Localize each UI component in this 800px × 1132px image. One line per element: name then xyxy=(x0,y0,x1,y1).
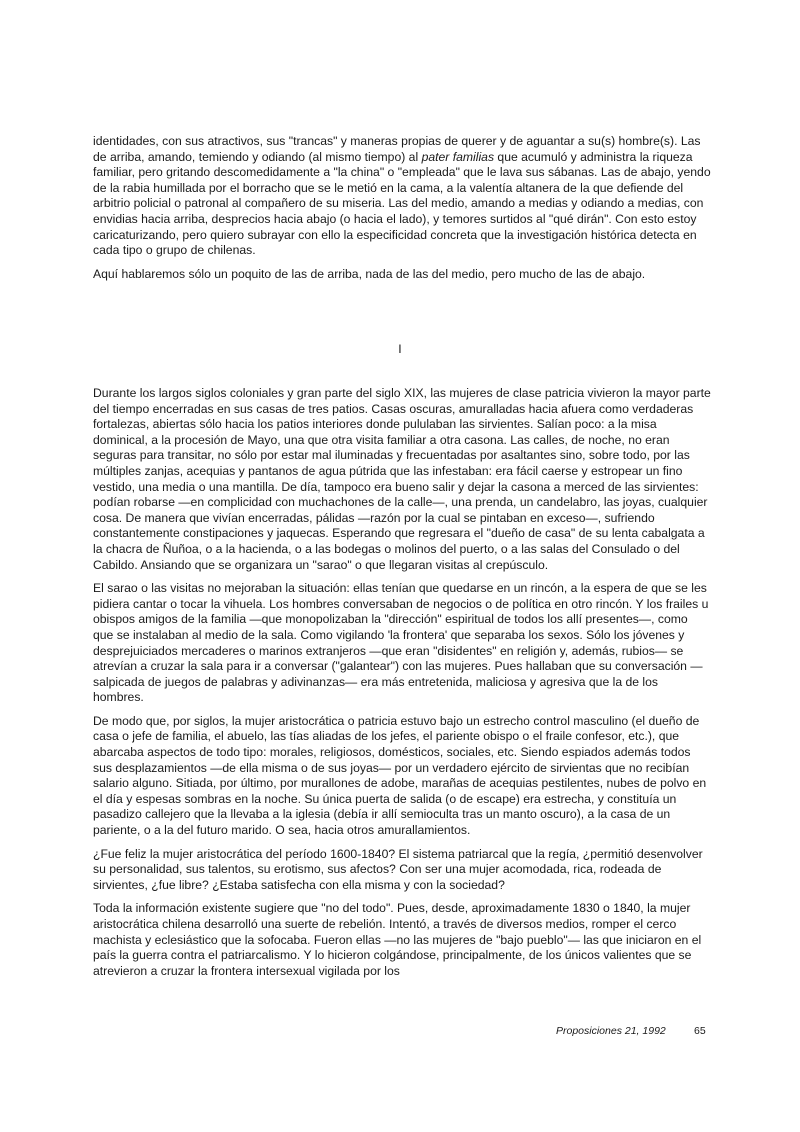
paragraph-body-4: ¿Fue feliz la mujer aristocrática del período 1600-1840? El sistema patriarcal que la regía, ¿permitió desenvolver su personalidad, sus talentos, su erotismo, sus afectos? Con ser una mujer acomodada, rica, rodeada de sirvientes, ¿fue libre? ¿Estaba satisfecha con ella misma y con la sociedad? xyxy=(93,846,703,892)
paragraph-intro-1 xyxy=(93,134,711,259)
journal-citation: Proposiciones 21, 1992 xyxy=(556,1025,666,1037)
section-heading: I xyxy=(398,342,402,356)
page-number: 65 xyxy=(694,1025,706,1037)
italic-term: pater familias xyxy=(421,149,495,164)
paragraph-intro-2: Aquí hablaremos sólo un poquito de las de arriba, nada de las del medio, pero mucho de las de abajo. xyxy=(93,266,646,281)
body-text-block xyxy=(93,386,711,979)
paragraph-body-1: Durante los largos siglos coloniales y gran parte del siglo XIX, las mujeres de clase patricia vivieron la mayor parte del tiempo encerradas en sus casas de tres patios. Casas oscuras, amuralladas hacia afuera como verdaderas fortalezas, abiertas sólo hacia los patios interiores donde pululaban las sirvientes. Salían poco: a la misa dominical, a la procesión de Mayo, una que otra visita familiar a otra casona. Las calles, de noche, no eran seguras para transitar, no sólo por estar mal iluminadas y frecuentadas por asaltantes sino, sobre todo, por las múltiples zanjas, acequias y pantanos de agua pútrida que las infestaban: era fácil caerse y estropear un fino vestido, una media o una mantilla. De día, tampoco era bueno salir y dejar la casona a merced de las sirvientes: podían robarse —en complicidad con muchachones de la calle—, una prenda, un candelabro, las joyas, cualquier cosa. De manera que vivían encerradas, pálidas —razón por la cual se pintaban en exceso—, sufriendo constantemente constipaciones y jaquecas. Esperando que regresara el "dueño de casa" de su lenta cabalgata a la chacra de Ñuñoa, o a la hacienda, o a las bodegas o molinos del puerto, o a las salas del Consulado o del Cabildo. Ansiando que se organizara un "sarao" o que llegaran visitas al crepúsculo. xyxy=(93,386,711,572)
intro-text-block xyxy=(93,134,711,282)
paragraph-intro-1-start: identidades, con sus atractivos, sus "trancas" y maneras propias de querer y de aguantar a su(s) hombre(s). Las de arriba, amando, temiendo y odiando (al mismo tiempo) al xyxy=(93,134,701,164)
paragraph-body-5: Toda la información existente sugiere que "no del todo". Pues, desde, aproximadamente 1830 o 1840, la mujer aristocrática chilena desarrolló una suerte de rebelión. Intentó, a través de diversos medios, romper el cerco machista y eclesiástico que la sofocaba. Fueron ellas —no las mujeres de "bajo pueblo"— las que iniciaron en el país la guerra contra el patriarcalismo. Y lo hicieron colgándose, principalmente, de los únicos valientes que se atrevieron a cruzar la frontera intersexual vigilada por los xyxy=(93,901,702,978)
paragraph-body-2: El sarao o las visitas no mejoraban la situación: ellas tenían que quedarse en un rincón, a la espera de que se les pidiera cantar o tocar la vihuela. Los hombres conversaban de negocios o de política en otro rincón. Y los frailes u obispos amigos de la familia —que monopolizaban la "dirección" espiritual de todos los allí presentes—, como que se instalaban al medio de la sala. Como vigilando 'la frontera' que separaba los sexos. Sólo los jóvenes y desprejuiciados mercaderes o marinos extranjeros —que eran "disidentes" en religión y, además, rubios— se atrevían a cruzar la sala para ir a conversar ("galantear") con las mujeres. Pues hallaban que su conversación —salpicada de juegos de palabras y adivinanzas— era más entretenida, maliciosa y agresiva que la de los hombres. xyxy=(93,581,709,705)
paragraph-intro-1-end: que acumuló y administra la riqueza familiar, pero gritando descomedidamente a "la china" o "empleada" que le lava sus sábanas. Las de abajo, yendo de la rabia humillada por el borracho que se le metió en la cama, a la valentía altanera de la que defiende del arbitrio policial o patronal al compañero de su miseria. Las del medio, amando a medias y odiando a medias, con envidias hacia arriba, desprecios hacia abajo (o hacia el lado), y temores surtidos al "qué dirán". Con esto estoy caricaturizando, pero quiero subrayar con ello la especificidad concreta que la investigación histórica detecta en cada tipo o grupo de chilenas. xyxy=(93,149,711,258)
paragraph-body-3: De modo que, por siglos, la mujer aristocrática o patricia estuvo bajo un estrecho control masculino (el dueño de casa o jefe de familia, el abuelo, las tías aliadas de los jefes, el pariente obispo o el fraile confesor, etc.), que abarcaba aspectos de todo tipo: morales, religiosos, domésticos, sociales, etc. Siendo espiados además todos sus desplazamientos —de ella misma o de sus joyas— por un verdadero ejército de sirvientas que no recibían salario alguno. Sitiada, por último, por murallones de adobe, marañas de acequias pestilentes, nubes de polvo en el día y espesas sombras en la noche. Su única puerta de salida (o de escape) era estrecha, y constituía un pasadizo callejero que la llevaba a la iglesia (debía ir allí semioculta tras un manto oscuro), a la casa de un pariente, o a la del futuro marido. O sea, hacia otros amurallamientos. xyxy=(93,713,707,838)
